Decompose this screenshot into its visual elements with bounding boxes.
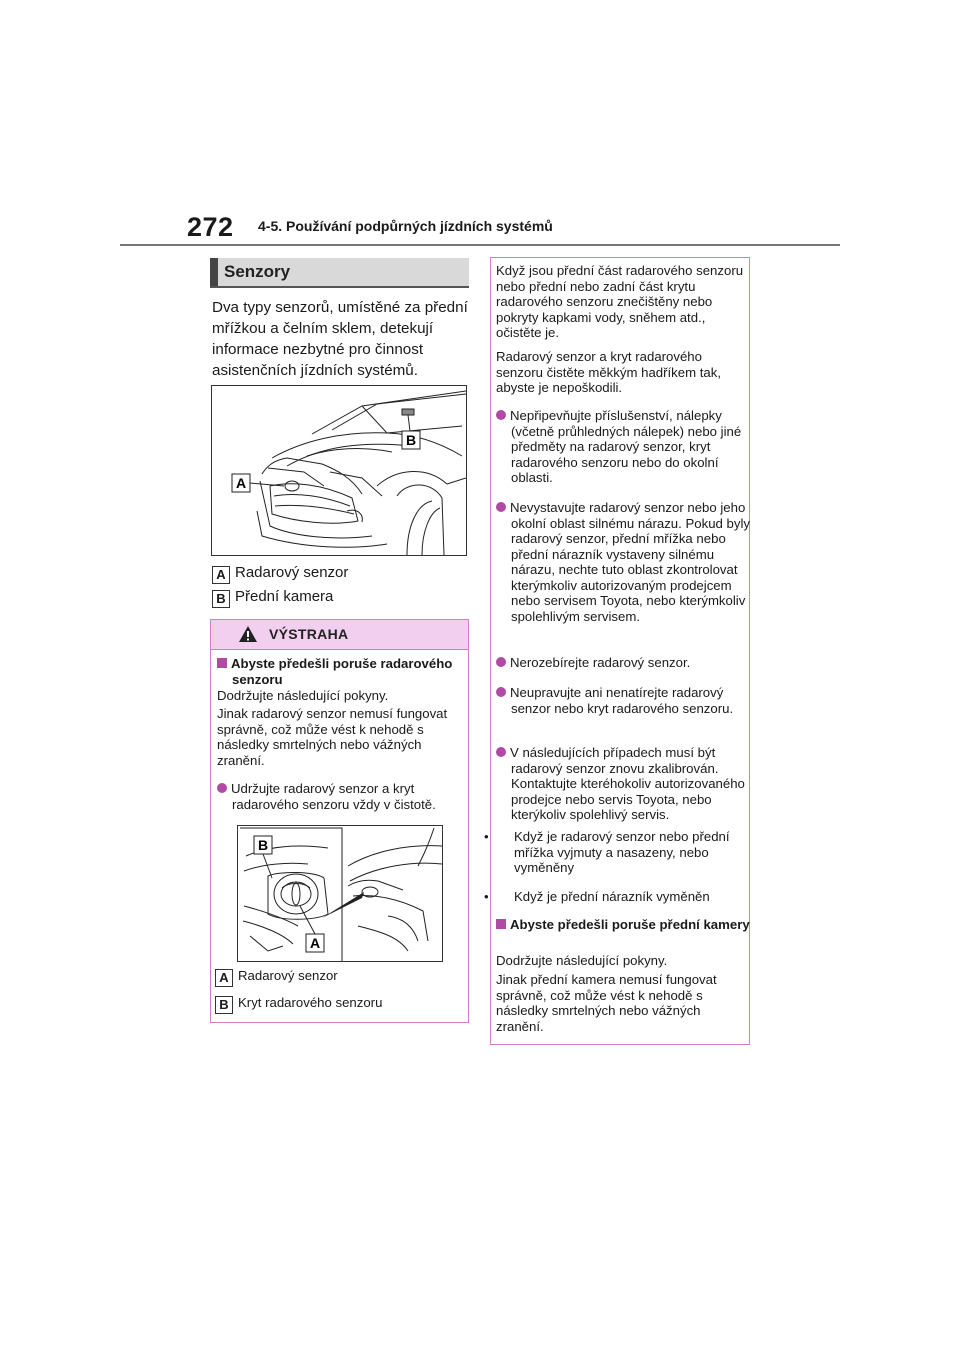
square-bullet-icon [496,919,506,929]
warning-bullet-1-text: Udržujte radarový senzor a kryt radarového senzoru vždy v čistotě. [231,781,436,812]
grille-drawing [238,826,442,961]
grille-illustration [237,825,443,962]
warning-legend-key-b: B [215,996,233,1014]
dot-bullet-icon [496,687,506,697]
sensors-heading-text: Senzory [224,262,291,281]
right-subbullet-2 [484,889,758,905]
dot-bullet-icon [496,502,506,512]
page-number: 272 [187,212,234,242]
warning-legend-key-a: A [215,969,233,987]
right-subheading-text: Abyste předešli poruše přední kamery [510,917,750,932]
dot-bullet-icon [496,657,506,667]
right-paragraph-2: Radarový senzor a kryt radarového senzoru čistěte měkkým hadříkem tak, abyste je nepoškodili. [496,349,721,395]
car-front-illustration [211,385,467,556]
warning-header [211,620,468,650]
callout-a-label: A [235,475,247,491]
right-bullet-4-text: Neupravujte ani nenatírejte radarový senzor nebo kryt radarového senzoru. [510,685,734,716]
warning-subheading [217,656,476,687]
grille-callout-b-label: B [257,837,269,853]
sensors-intro-text: Dva typy senzorů, umístěné za přední mřížkou a čelním sklem, detekují informace nezbytné pro činnost asistenčních jízdních systémů. [212,299,468,379]
square-bullet-icon [217,658,227,668]
warning-paragraph-2: Jinak radarový senzor nemusí fungovat správně, což může vést k nehodě s následky smrtelných nebo vážných zranění. [217,706,448,768]
legend-item-a [212,563,348,584]
right-paragraph-4: Jinak přední kamera nemusí fungovat správně, což může vést k nehodě s následky smrtelných nebo vážných zranění. [496,972,717,1034]
right-bullet-3-text: Nerozebírejte radarový senzor. [510,655,691,670]
right-bullet-3 [496,655,761,671]
right-subbullet-2-text: Když je přední nárazník vyměněn [514,889,710,904]
right-bullet-2-text: Nevystavujte radarový senzor nebo jeho okolní oblast silnému nárazu. Pokud byly radarový senzor, přední mřížka nebo přední nárazník vystaveny silnému nárazu, nechte tuto oblast zkontrolovat kterýmkoliv autorizovaným prodejcem nebo servisem Toyota, nebo kterýmkoliv spolehlivým servisem. [510,500,750,624]
right-paragraph-3: Dodržujte následující pokyny. [496,953,668,968]
right-bullet-1 [496,408,761,486]
section-title: 4-5. Používání podpůrných jízdních systémů [258,218,553,234]
warning-subheading-text: Abyste předešli poruše radarového senzoru [231,656,453,687]
warning-triangle-icon [238,625,258,643]
warning-bullet-1 [217,781,476,812]
dot-bullet-icon [496,747,506,757]
dot-bullet-icon [217,783,227,793]
right-paragraph-1: Když jsou přední část radarového senzoru nebo přední nebo zadní část krytu radarového senzoru znečištěny nebo pokryty kapkami vody, sněhem atd., očistěte je. [496,263,744,340]
warning-legend-item-b [215,995,459,1014]
legend-key-b: B [212,590,230,608]
warning-box [210,619,469,1023]
heading-accent-bar [210,258,218,286]
car-front-drawing [212,386,466,555]
warning-continuation-box [484,257,750,1045]
right-bullet-5 [496,745,761,823]
sensors-heading [210,258,469,288]
header-divider [120,244,840,246]
legend-text-a: Radarový senzor [235,564,349,581]
right-bullet-2 [496,500,761,624]
right-bullet-5-text: V následujících případech musí být radarový senzor znovu zkalibrován. Kontaktujte kteréhokoliv autorizovaného prodejce nebo servis Toyota, nebo kterýkoliv spolehlivý servis. [510,745,745,822]
right-subheading [496,917,761,933]
grille-callout-a-label: A [309,935,321,951]
right-bullet-1-text: Nepřipevňujte příslušenství, nálepky (včetně průhledných nálepek) nebo jiné předměty na radarový senzor, kryt radarového senzoru nebo do okolní oblasti. [510,408,742,485]
warning-legend-item-a [215,968,459,987]
right-bullet-4 [496,685,761,716]
right-subbullet-1 [484,829,758,876]
callout-b-label: B [405,432,417,448]
warning-legend-text-b: Kryt radarového senzoru [238,995,383,1010]
warning-paragraph-1: Dodržujte následující pokyny. [217,688,389,703]
right-subbullet-1-text: Když je radarový senzor nebo přední mřížka vyjmuty a nasazeny, nebo vyměněny [514,829,730,875]
dot-bullet-icon [496,410,506,420]
legend-text-b: Přední kamera [235,588,334,605]
small-bullet-icon: • [484,829,489,844]
legend-item-b [212,587,333,608]
warning-legend-text-a: Radarový senzor [238,968,338,983]
warning-title: VÝSTRAHA [269,626,349,642]
legend-key-a: A [212,566,230,584]
small-bullet-icon: • [484,889,489,904]
